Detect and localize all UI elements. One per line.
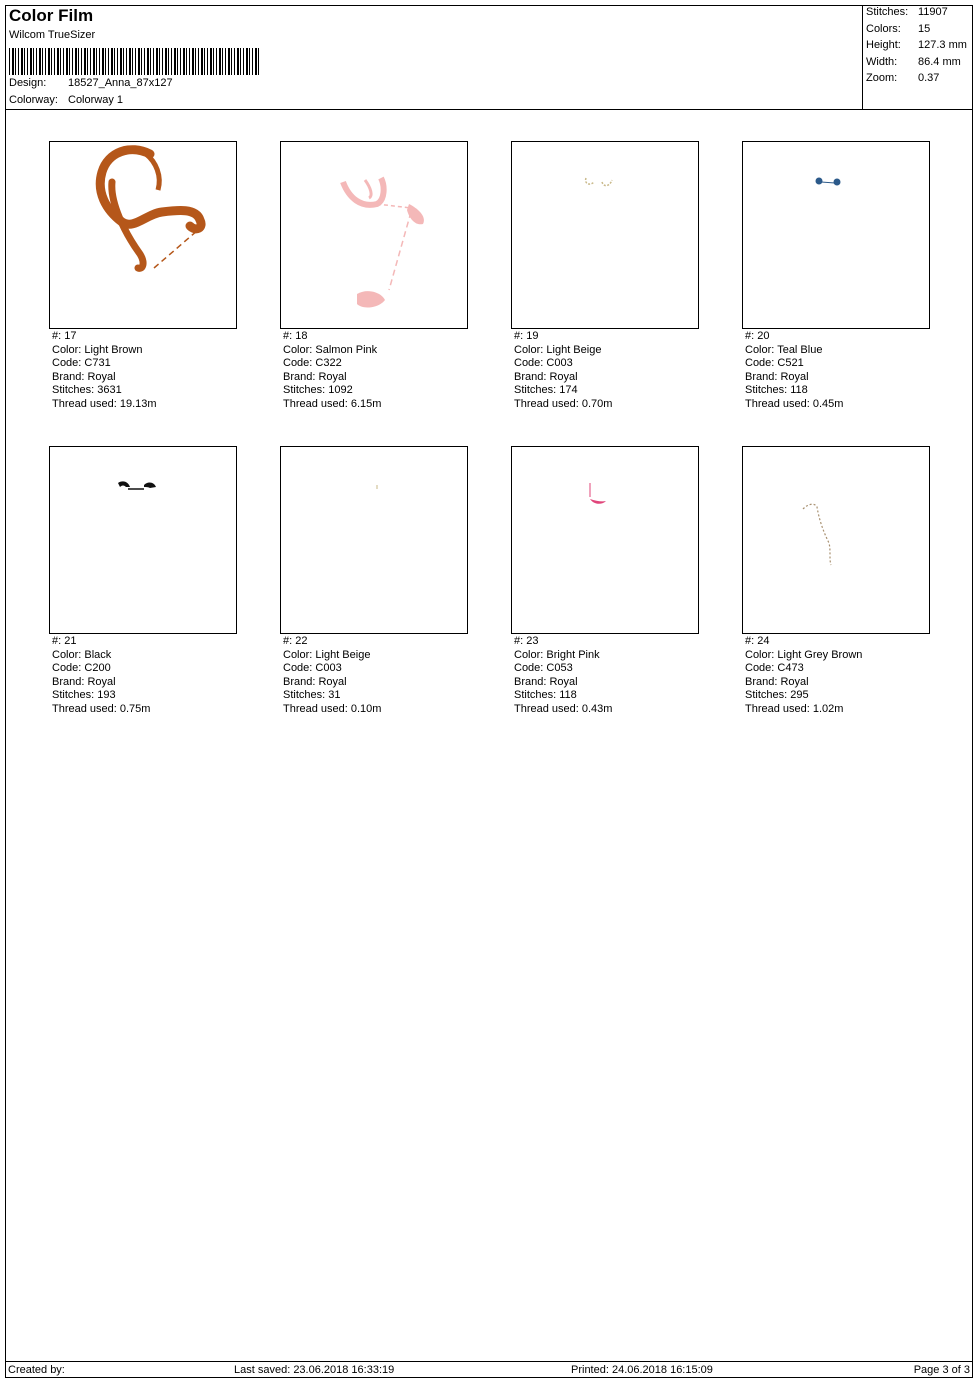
last-saved: Last saved: 23.06.2018 16:33:19 <box>234 1364 395 1376</box>
color-stitches: Stitches: 295 <box>745 689 809 702</box>
zoom-value: 0.37 <box>918 72 940 84</box>
skin-preview <box>280 141 468 329</box>
color-brand: Brand: Royal <box>52 370 116 383</box>
color-brand: Brand: Royal <box>52 675 116 688</box>
color-block-21 <box>49 446 249 736</box>
hair-braid-preview <box>49 141 237 329</box>
color-brand: Brand: Royal <box>514 675 578 688</box>
report-title: Color Film <box>9 6 94 25</box>
color-name: Color: Teal Blue <box>745 343 823 356</box>
color-info <box>283 635 381 717</box>
height-label: Height: <box>866 39 901 51</box>
color-code: Code: C322 <box>283 357 342 370</box>
color-number: #: 20 <box>745 330 770 342</box>
stitches-label: Stitches: <box>866 6 909 18</box>
report-header <box>5 5 973 110</box>
zoom-label: Zoom: <box>866 72 898 84</box>
color-brand: Brand: Royal <box>514 370 578 383</box>
color-block-17 <box>49 141 249 431</box>
color-block-19 <box>511 141 711 431</box>
color-stitches: Stitches: 193 <box>52 689 116 702</box>
color-stitches: Stitches: 1092 <box>283 384 353 397</box>
color-thread: Thread used: 0.43m <box>514 702 613 715</box>
color-block-18 <box>280 141 480 431</box>
color-code: Code: C473 <box>745 662 804 675</box>
color-thread: Thread used: 0.75m <box>52 702 151 715</box>
color-info <box>514 330 612 412</box>
color-info <box>745 635 862 717</box>
color-name: Color: Light Beige <box>283 648 371 661</box>
color-thread: Thread used: 1.02m <box>745 702 844 715</box>
color-stitches: Stitches: 118 <box>514 689 577 702</box>
color-thread: Thread used: 0.10m <box>283 702 382 715</box>
color-name: Color: Light Beige <box>514 343 602 356</box>
color-thread: Thread used: 19.13m <box>52 397 157 410</box>
eyes-preview <box>511 141 699 329</box>
design-label: Design: <box>9 77 47 89</box>
color-block-24 <box>742 446 942 736</box>
width-value: 86.4 mm <box>918 56 961 68</box>
color-stitches: Stitches: 118 <box>745 384 808 397</box>
color-name: Color: Light Grey Brown <box>745 648 863 661</box>
color-stitches: Stitches: 174 <box>514 384 578 397</box>
color-number: #: 22 <box>283 635 308 647</box>
color-code: Code: C003 <box>514 357 573 370</box>
color-code: Code: C521 <box>745 357 804 370</box>
color-brand: Brand: Royal <box>745 675 809 688</box>
color-name: Color: Bright Pink <box>514 648 600 661</box>
page-number: Page 3 of 3 <box>913 1364 970 1376</box>
stitches-value: 11907 <box>918 6 948 18</box>
height-value: 127.3 mm <box>918 39 967 51</box>
outline-preview <box>742 446 930 634</box>
color-block-22 <box>280 446 480 736</box>
color-thread: Thread used: 6.15m <box>283 397 382 410</box>
color-code: Code: C053 <box>514 662 573 675</box>
color-stitches: Stitches: 3631 <box>52 384 122 397</box>
color-brand: Brand: Royal <box>745 370 809 383</box>
color-brand: Brand: Royal <box>283 675 347 688</box>
color-name: Color: Salmon Pink <box>283 343 378 356</box>
software-name: Wilcom TrueSizer <box>9 29 96 41</box>
printed-date: Printed: 24.06.2018 16:15:09 <box>571 1364 713 1376</box>
color-code: Code: C200 <box>52 662 111 675</box>
colorway-label: Colorway: <box>9 94 58 106</box>
colorway-value: Colorway 1 <box>68 94 124 106</box>
colors-label: Colors: <box>866 23 901 35</box>
color-brand: Brand: Royal <box>283 370 347 383</box>
color-info <box>52 330 157 412</box>
color-info <box>745 330 843 412</box>
report-footer <box>5 1361 973 1378</box>
color-number: #: 19 <box>514 330 539 342</box>
color-number: #: 17 <box>52 330 77 342</box>
design-stats <box>862 5 973 109</box>
color-info <box>283 330 381 412</box>
color-thread: Thread used: 0.70m <box>514 397 613 410</box>
color-name: Color: Black <box>52 648 112 661</box>
color-stitches: Stitches: 31 <box>283 689 341 702</box>
color-number: #: 18 <box>283 330 308 342</box>
created-by: Created by: <box>8 1364 65 1376</box>
eye-color-preview <box>742 141 930 329</box>
mouth-preview <box>511 446 699 634</box>
color-number: #: 23 <box>514 635 539 647</box>
eyelash-preview <box>49 446 237 634</box>
color-name: Color: Light Brown <box>52 343 143 356</box>
color-code: Code: C003 <box>283 662 342 675</box>
color-block-20 <box>742 141 942 431</box>
color-block-23 <box>511 446 711 736</box>
color-number: #: 21 <box>52 635 77 647</box>
width-label: Width: <box>866 56 898 68</box>
color-info <box>514 635 612 717</box>
color-number: #: 24 <box>745 635 770 647</box>
dot-preview <box>280 446 468 634</box>
color-code: Code: C731 <box>52 357 111 370</box>
barcode <box>9 48 261 75</box>
color-thread: Thread used: 0.45m <box>745 397 844 410</box>
color-info <box>52 635 150 717</box>
design-value: 18527_Anna_87x127 <box>68 77 173 89</box>
colors-value: 15 <box>918 23 931 35</box>
